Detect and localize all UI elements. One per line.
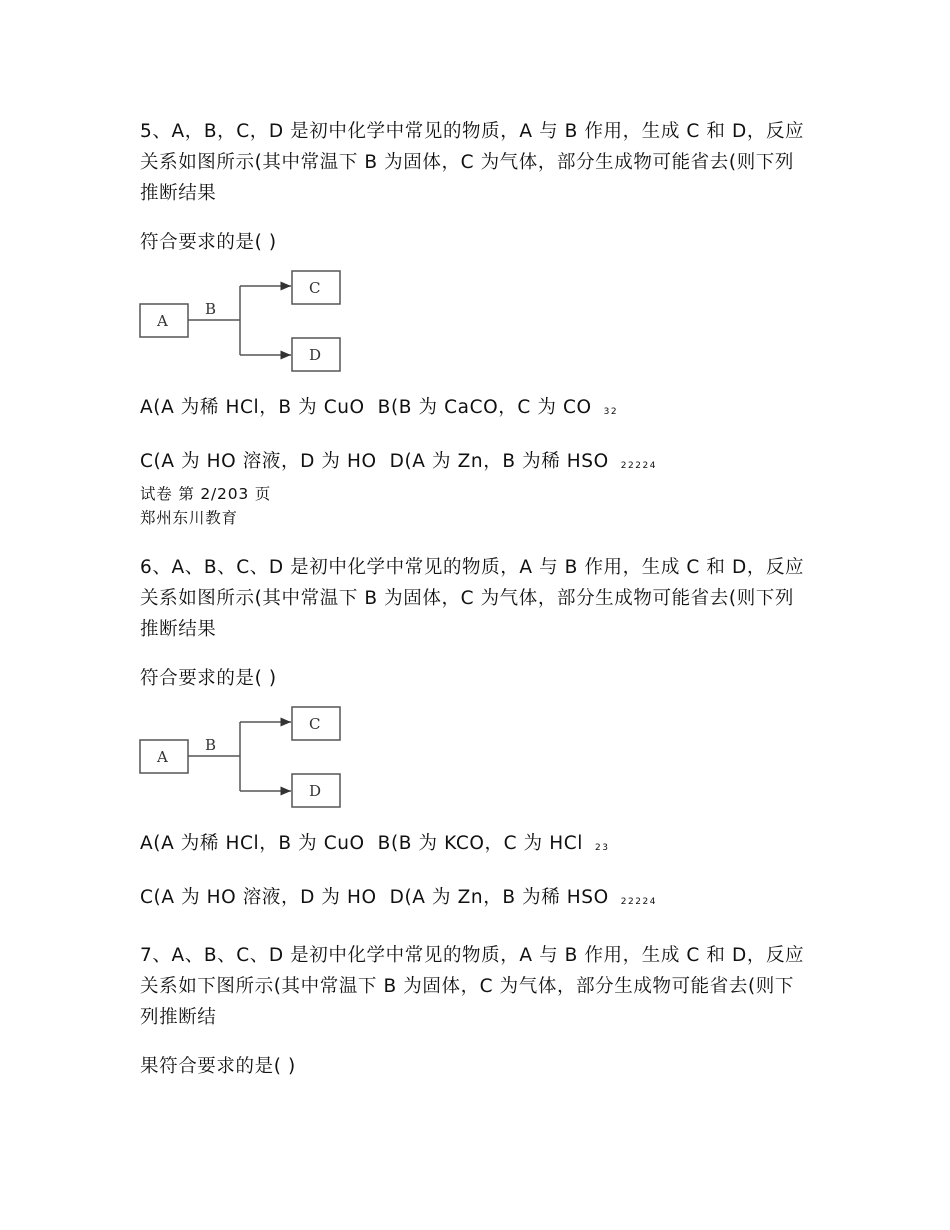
page-info: 试卷 第 2/203 页 [140, 485, 272, 503]
organization-name: 郑州东川教育 [140, 509, 238, 527]
label-c: C [309, 279, 321, 297]
reaction-diagram-q5 [139, 270, 349, 374]
question-5-stem: 5、A，B，C，D 是初中化学中常见的物质，A 与 B 作用，生成 C 和 D，反应关系如图所示(其中常温下 B 为固体，C 为气体，部分生成物可能省去(则下列推断结果 [140, 121, 805, 204]
question-6-prompt: 符合要求的是( ) [140, 668, 277, 689]
subscript-digits: 32 [603, 407, 619, 417]
question-5-options-1: A(A 为稀 HCl，B 为 CuO B(B 为 CaCO，C 为 CO 32 [140, 397, 619, 418]
label-a: A [157, 312, 168, 330]
label-b: B [205, 736, 217, 754]
question-7-stem: 7、A、B、C、D 是初中化学中常见的物质，A 与 B 作用，生成 C 和 D，反应关系如下图所示(其中常温下 B 为固体，C 为气体，部分生成物可能省去(则下列推断结 [140, 945, 805, 1028]
label-b: B [205, 300, 217, 318]
question-6-options-1: A(A 为稀 HCl，B 为 CuO B(B 为 KCO，C 为 HCl 23 [140, 833, 610, 854]
question-5-prompt: 符合要求的是( ) [140, 232, 277, 253]
question-6-options-2: C(A 为 HO 溶液，D 为 HO D(A 为 Zn，B 为稀 HSO 22224 [140, 887, 657, 908]
label-a: A [157, 748, 168, 766]
label-d: D [309, 346, 322, 364]
subscript-digits: 23 [595, 843, 610, 853]
question-6-stem: 6、A、B、C、D 是初中化学中常见的物质，A 与 B 作用，生成 C 和 D，反应关系如图所示(其中常温下 B 为固体，C 为气体，部分生成物可能省去(则下列推断结果 [140, 557, 805, 640]
label-c: C [309, 715, 321, 733]
label-d: D [309, 782, 322, 800]
document-page [140, 116, 810, 1082]
reaction-diagram-q6 [139, 706, 349, 810]
question-7-prompt: 果符合要求的是( ) [140, 1056, 296, 1077]
subscript-digits: 22224 [620, 897, 657, 907]
subscript-digits: 22224 [620, 461, 657, 471]
question-5-options-2: C(A 为 HO 溶液，D 为 HO D(A 为 Zn，B 为稀 HSO 22224 [140, 451, 657, 472]
